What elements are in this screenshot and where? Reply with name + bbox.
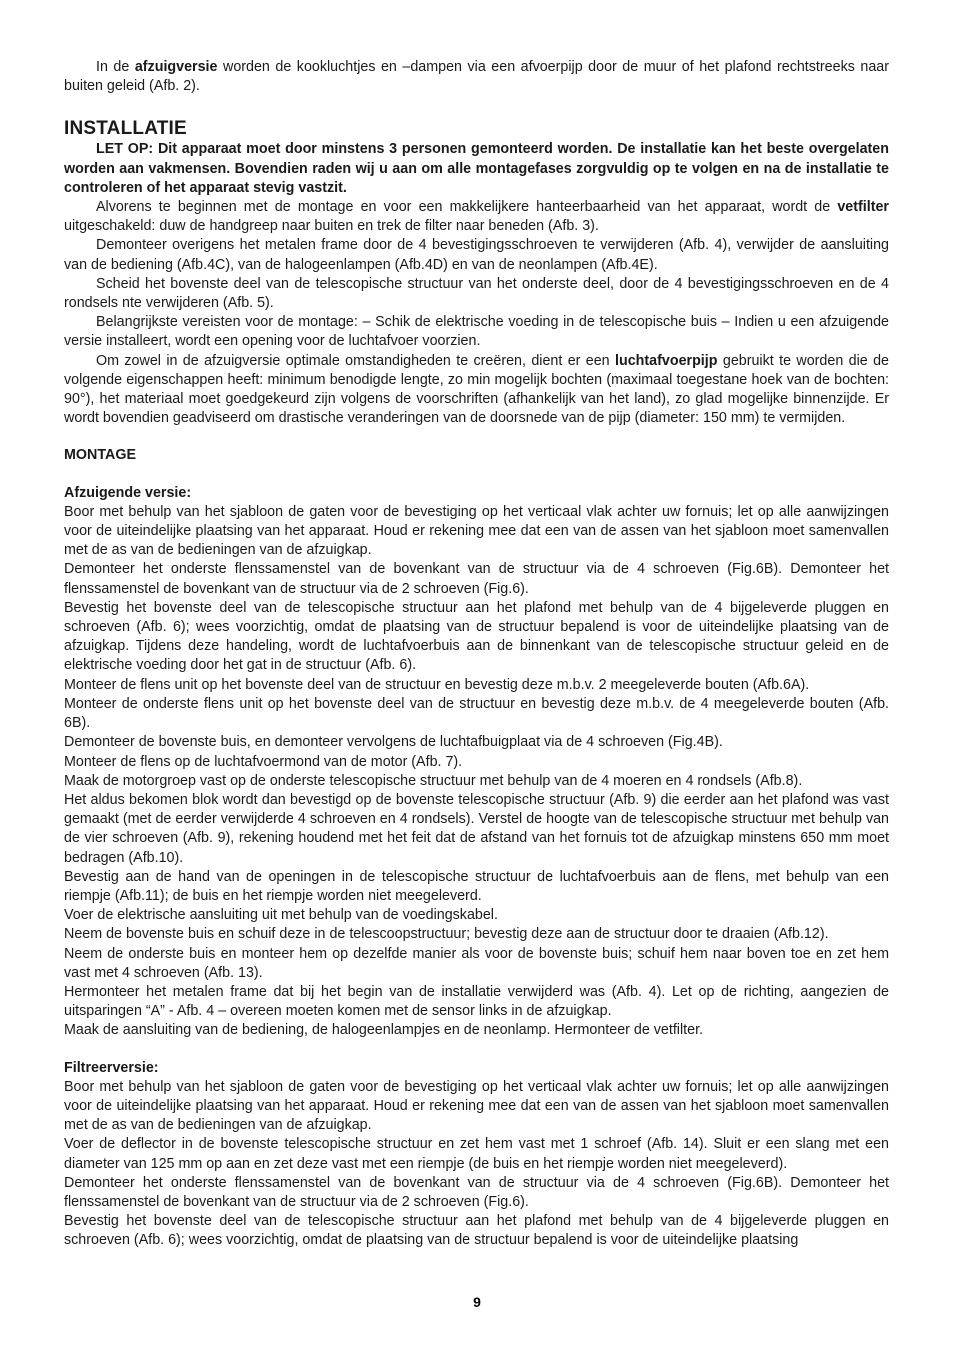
- afzuig-step: Bevestig aan de hand van de openingen in de telescopische structuur de luchtafvoerbuis aan de flens, met behulp van een riempje (Afb.11); de buis en het riempje worden niet meegeleverd.: [64, 868, 889, 904]
- afzuig-step: Monteer de flens unit op het bovenste deel van de structuur en bevestig deze m.b.v. 2 meegeleverde bouten (Afb.6A).: [64, 676, 810, 693]
- installatie-paragraph-2: Demonteer overigens het metalen frame door de 4 bevestigingsschroeven te verwijderen (Afb. 4), verwijder de aansluiting van de bediening (Afb.4C), van de halogeenlampen (Afb.4D) en van de neonlampen (Afb.4E).: [64, 237, 889, 273]
- afzuig-step: Monteer de onderste flens unit op het bovenste deel van de structuur en bevestig deze m.b.v. de 4 meegeleverde bouten (Afb. 6B).: [64, 695, 889, 732]
- afzuig-step: Het aldus bekomen blok wordt dan bevestigd op de bovenste telescopische structuur (Afb. 9) die eerder aan het plafond was vast gemaakt (met de eerder verwijderde 4 schroeven en 4 rondsels). Verstel de hoogte van de telescopische structuur met behulp van de vier schroeven (Afb. 9), rekening houdend met het feit dat de afstand van het fornuis tot de afzuigkap minstens 650 mm moet bedragen (Afb.10).: [64, 791, 889, 866]
- document-page: [64, 58, 889, 1251]
- p5-bold: luchtafvoerpijp: [615, 352, 718, 369]
- afzuig-step: Demonteer de bovenste buis, en demonteer vervolgens de luchtafbuigplaat via de 4 schroeven (Fig.4B).: [64, 734, 723, 751]
- afzuig-step: Maak de motorgroep vast op de onderste telescopische structuur met behulp van de 4 moeren en 4 rondsels (Afb.8).: [64, 772, 803, 789]
- page-number: 9: [473, 1294, 481, 1310]
- installatie-heading: INSTALLATIE: [64, 118, 187, 140]
- filter-step: Demonteer het onderste flenssamenstel van de bovenkant van de structuur via de 4 schroeven (Fig.6B). Demonteer het flenssamenstel de bovenkant van de structuur via de 2 schroeven (Fig.6).: [64, 1174, 889, 1210]
- installatie-paragraph-5: [64, 352, 889, 429]
- afzuig-step: Neem de onderste buis en monteer hem op dezelfde manier als voor de bovenste buis; schuif hem naar boven toe en zet hem vast met 4 schroeven (Afb. 13).: [64, 945, 889, 981]
- intro-text-before: In de: [96, 59, 135, 75]
- intro-paragraph: [64, 58, 889, 96]
- installatie-paragraph-4: Belangrijkste vereisten voor de montage: – Schik de elektrische voeding in de telescopische buis – Indien u een afzuigende versie installeert, wordt een opening voor de luchtafvoer voorzien.: [64, 314, 889, 350]
- filter-steps: [64, 1078, 889, 1251]
- filter-step: Bevestig het bovenste deel van de telescopische structuur aan het plafond met behulp van de 4 bijgeleverde pluggen en schroeven (Afb. 6); wees voorzichtig, omdat de plaatsing van de structuur bepalend is voor de uiteindelijke plaatsing: [64, 1213, 889, 1249]
- intro-text-after: worden de kookluchtjes en –dampen via een afvoerpijp door de muur of het plafond rechtstreeks naar buiten geleid (Afb. 2).: [64, 59, 889, 95]
- intro-bold-term: afzuigversie: [134, 59, 218, 75]
- p1-after: uitgeschakeld: duw de handgreep naar buiten en trek de filter naar beneden (Afb. 3).: [64, 218, 599, 235]
- p1-before: Alvorens te beginnen met de montage en voor een makkelijkere hanteerbaarheid van het apparaat, wordt de: [96, 199, 838, 216]
- afzuig-step: Monteer de flens op de luchtafvoermond van de motor (Afb. 7).: [64, 753, 463, 770]
- filter-step: Boor met behulp van het sjabloon de gaten voor de bevestiging op het verticaal vlak achter uw fornuis; let op alle aanwijzingen voor de uiteindelijke plaatsing van het apparaat. Houd er rekening mee dat een van de assen van het sjabloon moet samenvallen met de as van de bedieningen van de afzuigkap.: [64, 1078, 889, 1134]
- p5-after: gebruikt te worden die de volgende eigenschappen heeft: minimum benodigde lengte, zo min mogelijk bochten (maximaal toegestane hoek van de bochten: 90°), het materiaal moet goedgekeurd zijn volgens de voorschriften (afhankelijk van het land), zo glad mogelijke binnenzijde. Er wordt bovendien geadviseerd om drastische veranderingen van de doorsnede van de pijp (diameter: 150 mm) te vermijden.: [64, 352, 889, 427]
- warning-text: LET OP: Dit apparaat moet door minstens 3 personen gemonteerd worden. De installatie kan het beste overgelaten worden aan vakmensen. Bovendien raden wij u aan om alle montagefases zorgvuldig op te volgen en na de installatie te controleren of het apparaat stevig vastzit.: [64, 141, 889, 196]
- afzuig-heading: Afzuigende versie:: [64, 484, 192, 501]
- afzuig-step: Neem de bovenste buis en schuif deze in de telescoopstructuur; bevestig deze aan de structuur door te draaien (Afb.12).: [64, 926, 829, 943]
- filter-heading: Filtreerversie:: [64, 1059, 159, 1076]
- filter-step: Voer de deflector in de bovenste telescopische structuur en zet hem vast met 1 schroef (Afb. 14). Sluit er een slang met een diameter van 125 mm op aan en zet deze vast met een riempje (de buis en het riempje worden niet meegeleverd).: [64, 1136, 889, 1172]
- afzuig-step: Maak de aansluiting van de bediening, de halogeenlampjes en de neonlamp. Hermonteer de vetfilter.: [64, 1022, 704, 1039]
- warning-paragraph: [64, 140, 889, 198]
- afzuig-step: Bevestig het bovenste deel van de telescopische structuur aan het plafond met behulp van de 4 bijgeleverde pluggen en schroeven (Afb. 6); wees voorzichtig, omdat de plaatsing van de structuur bepalend is voor de uiteindelijke plaatsing van de afzuigkap. Tijdens deze handeling, wordt de luchtafvoerbuis aan de binnenkant van de telescopische structuur geleid en de elektrische voeding door het gat in de structuur (Afb. 6).: [64, 599, 889, 674]
- afzuig-steps: [64, 503, 889, 1041]
- installatie-paragraph-1: [64, 198, 889, 236]
- p1-bold: vetfilter: [837, 199, 889, 216]
- afzuig-step: Voer de elektrische aansluiting uit met behulp van de voedingskabel.: [64, 907, 498, 924]
- montage-heading: MONTAGE: [64, 447, 137, 464]
- afzuig-step: Hermonteer het metalen frame dat bij het begin van de installatie verwijderd was (Afb. 4). Let op de richting, aangezien de uitsparingen “A” - Afb. 4 – overeen moeten komen met de sensor links in de afzuigkap.: [64, 983, 889, 1020]
- installatie-paragraph-3: Scheid het bovenste deel van de telescopische structuur van het onderste deel, door de 4 bevestigingsschroeven en de 4 rondsels nte verwijderen (Afb. 5).: [64, 275, 889, 312]
- afzuig-step: Demonteer het onderste flenssamenstel van de bovenkant van de structuur via de 4 schroeven (Fig.6B). Demonteer het flenssamenstel de bovenkant van de structuur via de 2 schroeven (Fig.6).: [64, 561, 889, 597]
- p5-before: Om zowel in de afzuigversie optimale omstandigheden te creëren, dient er een: [96, 352, 616, 369]
- afzuig-step: Boor met behulp van het sjabloon de gaten voor de bevestiging op het verticaal vlak achter uw fornuis; let op alle aanwijzingen voor de uiteindelijke plaatsing van het apparaat. Houd er rekening mee dat een van de assen van het sjabloon moet samenvallen met de as van de bedieningen van de afzuigkap.: [64, 503, 889, 559]
